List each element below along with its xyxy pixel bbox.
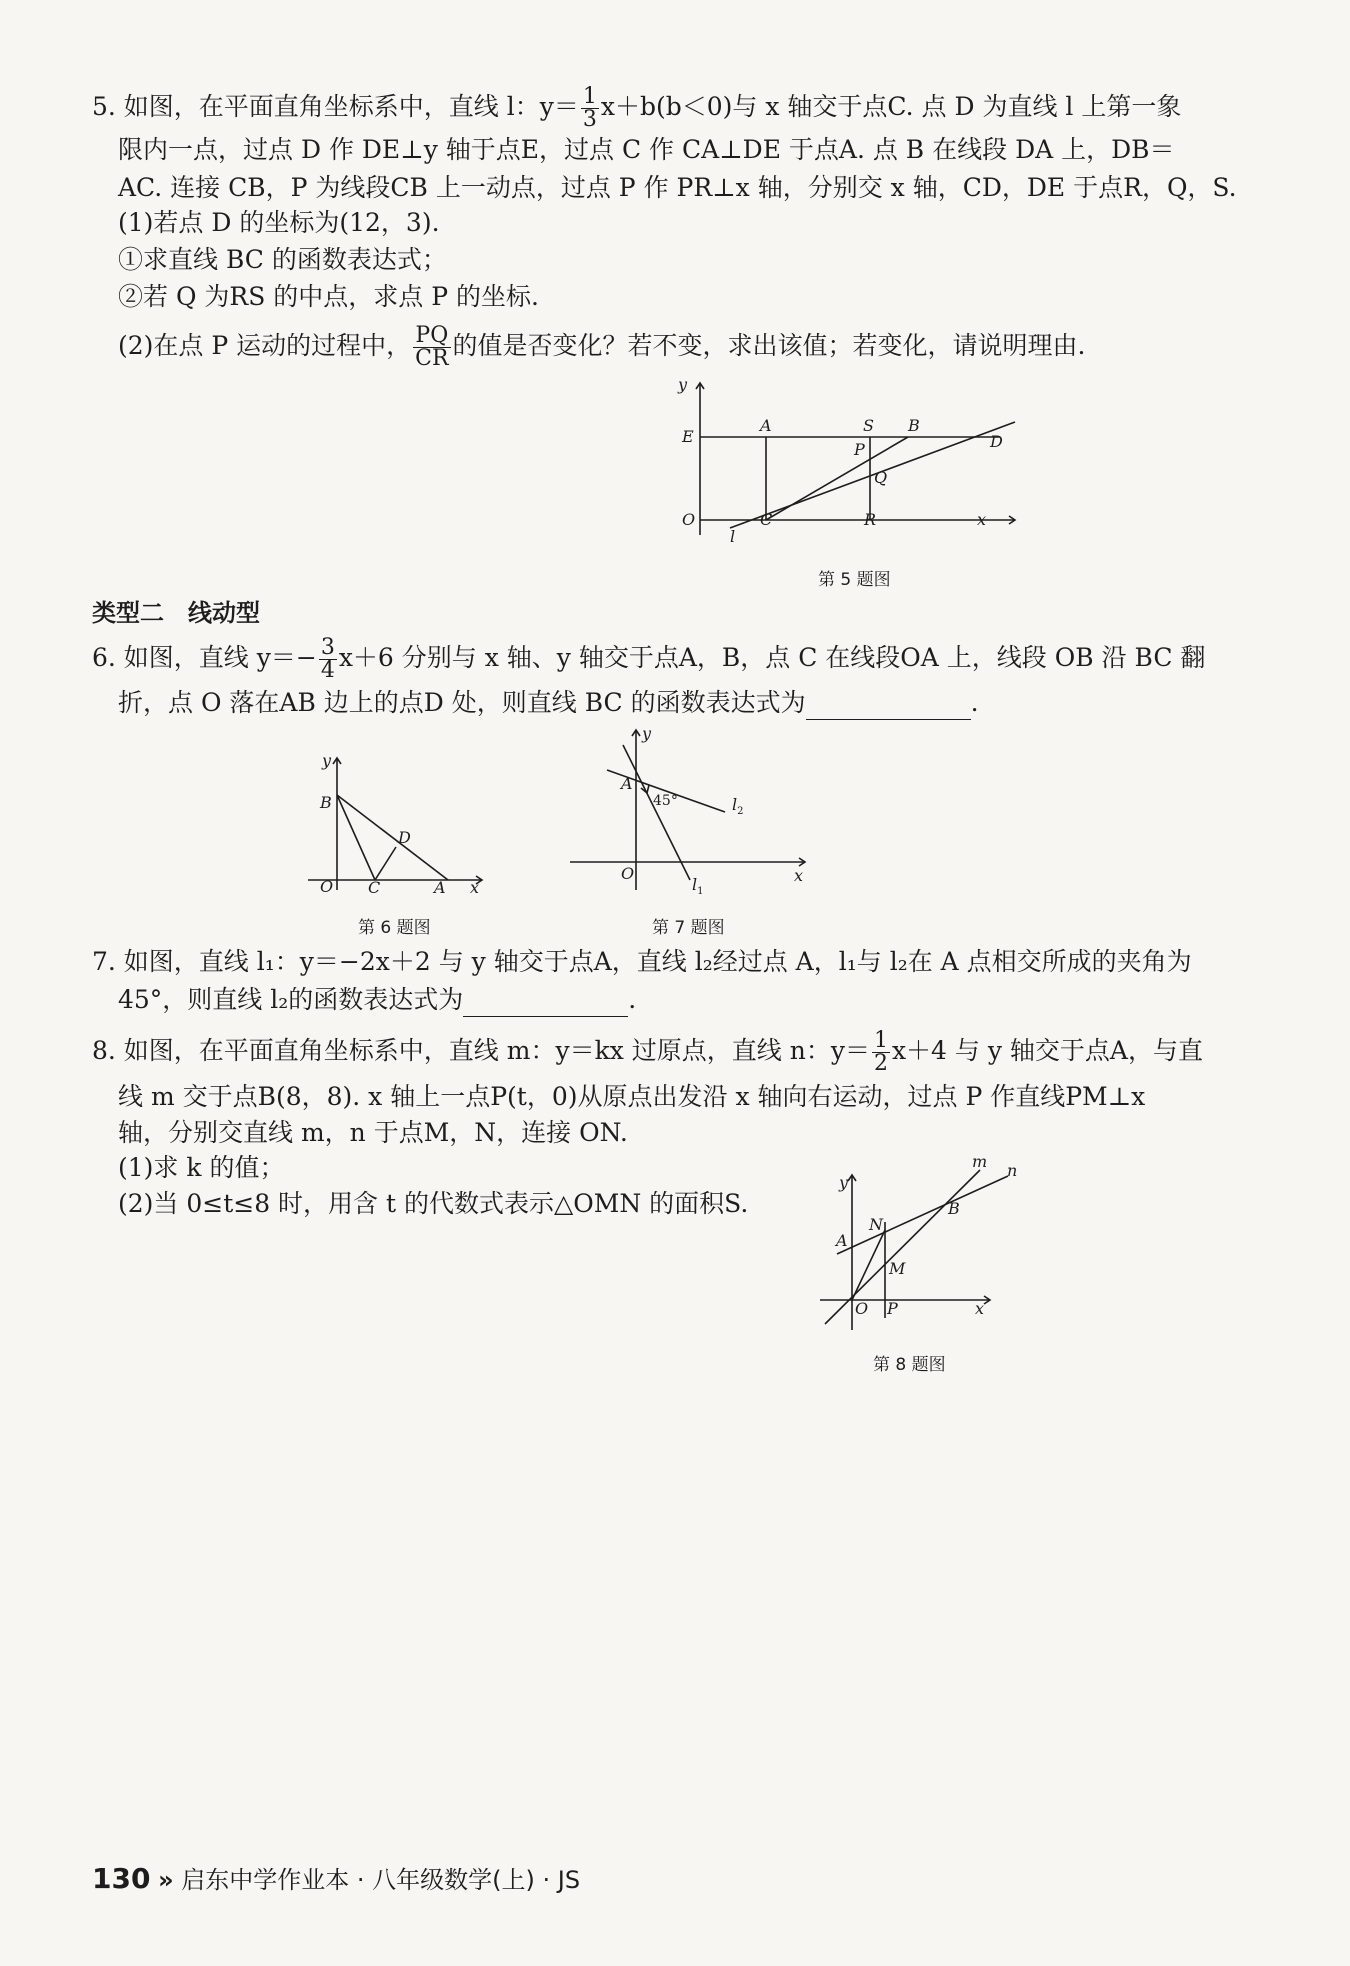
q5-text: 5. 如图，在平面直角坐标系中，直线 l：y＝: [92, 92, 579, 121]
q5-line-3: AC. 连接 CB，P 为线段CB 上一动点，过点 P 作 PR⊥x 轴，分别交 x 轴，CD，DE 于点R，Q，S.: [118, 173, 1237, 202]
svg-text:D: D: [398, 828, 411, 847]
fraction: $\frac{1}{2}$: [873, 1028, 888, 1076]
book-title: 启东中学作业本 · 八年级数学(上) · JS: [181, 1866, 581, 1894]
q7-figure: [565, 725, 810, 905]
q5-part-1: (1)若点 D 的坐标为(12，3).: [118, 208, 440, 237]
page-number: 130: [92, 1862, 151, 1895]
line-l1: [623, 745, 690, 880]
q6-caption: 第 6 题图: [358, 918, 431, 938]
svg-text:C: C: [368, 878, 381, 897]
q6-figure: [300, 750, 490, 900]
svg-text:45°: 45°: [653, 793, 678, 809]
svg-text:x: x: [977, 510, 987, 529]
q8-line-2: 线 m 交于点B(8，8). x 轴上一点P(t，0)从原点出发沿 x 轴向右运动，过点 P 作直线PM⊥x: [118, 1082, 1146, 1111]
svg-text:y: y: [678, 375, 688, 394]
svg-text:R: R: [864, 510, 877, 529]
fraction: $\frac{PQ}{CR}$: [415, 323, 449, 371]
segment-BC: [337, 795, 375, 880]
q8-part-1: (1)求 k 的值；: [118, 1153, 285, 1182]
svg-text:O: O: [682, 510, 696, 529]
svg-text:A: A: [760, 416, 772, 435]
svg-text:E: E: [682, 427, 694, 446]
line-n: [837, 1176, 1008, 1254]
line-m: [825, 1170, 980, 1324]
svg-text:C: C: [760, 510, 773, 529]
svg-text:O: O: [855, 1299, 869, 1318]
q5-line-2: 限内一点，过点 D 作 DE⊥y 轴于点E，过点 C 作 CA⊥DE 于点A. 点 B 在线段 DA 上，DB＝: [118, 135, 1175, 164]
svg-text:A: A: [621, 774, 633, 793]
page-footer: [92, 1860, 580, 1895]
svg-text:B: B: [320, 793, 332, 812]
q6-line-1: 6. 如图，直线 y＝− $\frac{3}{4}$ x＋6 分别与 x 轴、y 轴交于点A，B，点 C 在线段OA 上，线段 OB 沿 BC 翻: [92, 635, 1206, 683]
q5-part-1-ii: ②若 Q 为RS 的中点，求点 P 的坐标.: [118, 282, 539, 311]
svg-text:O: O: [621, 864, 635, 883]
svg-text:P: P: [854, 440, 865, 459]
q7-caption: 第 7 题图: [652, 918, 725, 938]
q5-caption: 第 5 题图: [818, 570, 891, 590]
svg-text:B: B: [908, 416, 920, 435]
svg-text:N: N: [869, 1215, 883, 1234]
q8-line-3: 轴，分别交直线 m，n 于点M，N，连接 ON.: [118, 1118, 628, 1147]
svg-text:y: y: [322, 751, 332, 770]
q5-part-2: (2)在点 P 运动的过程中， $\frac{PQ}{CR}$ 的值是否变化？若不变，求出该值；若变化，请说明理由.: [118, 323, 1086, 371]
section-title: 类型二 线动型: [92, 599, 260, 627]
svg-text:O: O: [320, 877, 334, 896]
svg-text:x: x: [794, 866, 804, 885]
q5-line-1: [92, 86, 1181, 131]
svg-text:P: P: [887, 1299, 898, 1318]
svg-text:D: D: [990, 432, 1003, 451]
svg-text:y: y: [642, 725, 652, 743]
q6-line-2: 折，点 O 落在AB 边上的点D 处，则直线 BC 的函数表达式为 .: [118, 686, 979, 720]
svg-text:A: A: [836, 1231, 848, 1250]
q5-figure: [670, 375, 1040, 550]
l1-label: $l_1$: [692, 875, 704, 897]
svg-text:y: y: [839, 1173, 849, 1192]
q8-part-2: (2)当 0≤t≤8 时，用含 t 的代数式表示△OMN 的面积S.: [118, 1189, 749, 1218]
q5-text: x＋b(b＜0)与 x 轴交于点C. 点 D 为直线 l 上第一象: [600, 92, 1182, 121]
q8-caption: 第 8 题图: [873, 1355, 946, 1375]
svg-text:x: x: [470, 878, 480, 897]
svg-text:B: B: [948, 1199, 960, 1218]
double-arrow-icon: »: [158, 1866, 174, 1894]
svg-text:S: S: [863, 416, 874, 435]
q5-part-1-i: ①求直线 BC 的函数表达式；: [118, 245, 447, 274]
fraction: $\frac{3}{4}$: [320, 635, 335, 683]
segment-CD: [375, 847, 396, 880]
svg-text:Q: Q: [874, 468, 888, 487]
svg-text:x: x: [975, 1299, 985, 1318]
svg-text:n: n: [1007, 1161, 1018, 1180]
svg-text:M: M: [889, 1259, 906, 1278]
line-AB: [337, 795, 448, 880]
q7-line-1: 7. 如图，直线 l₁：y＝−2x＋2 与 y 轴交于点A，直线 l₂经过点 A，l₁与 l₂在 A 点相交所成的夹角为: [92, 947, 1192, 976]
svg-text:l: l: [730, 527, 736, 546]
svg-text:A: A: [434, 878, 446, 897]
q7-line-2: 45°，则直线 l₂的函数表达式为 .: [118, 983, 636, 1017]
q8-line-1: 8. 如图，在平面直角坐标系中，直线 m：y＝kx 过原点，直线 n：y＝ $\frac{1}{2}$ x＋4 与 y 轴交于点A，与直: [92, 1028, 1203, 1076]
l2-label: $l_2$: [732, 795, 744, 817]
fraction: $\frac{1}{3}$: [582, 84, 597, 132]
answer-blank: [806, 693, 971, 720]
q8-figure: [815, 1150, 1020, 1345]
svg-text:m: m: [972, 1152, 988, 1171]
answer-blank: [463, 990, 628, 1017]
